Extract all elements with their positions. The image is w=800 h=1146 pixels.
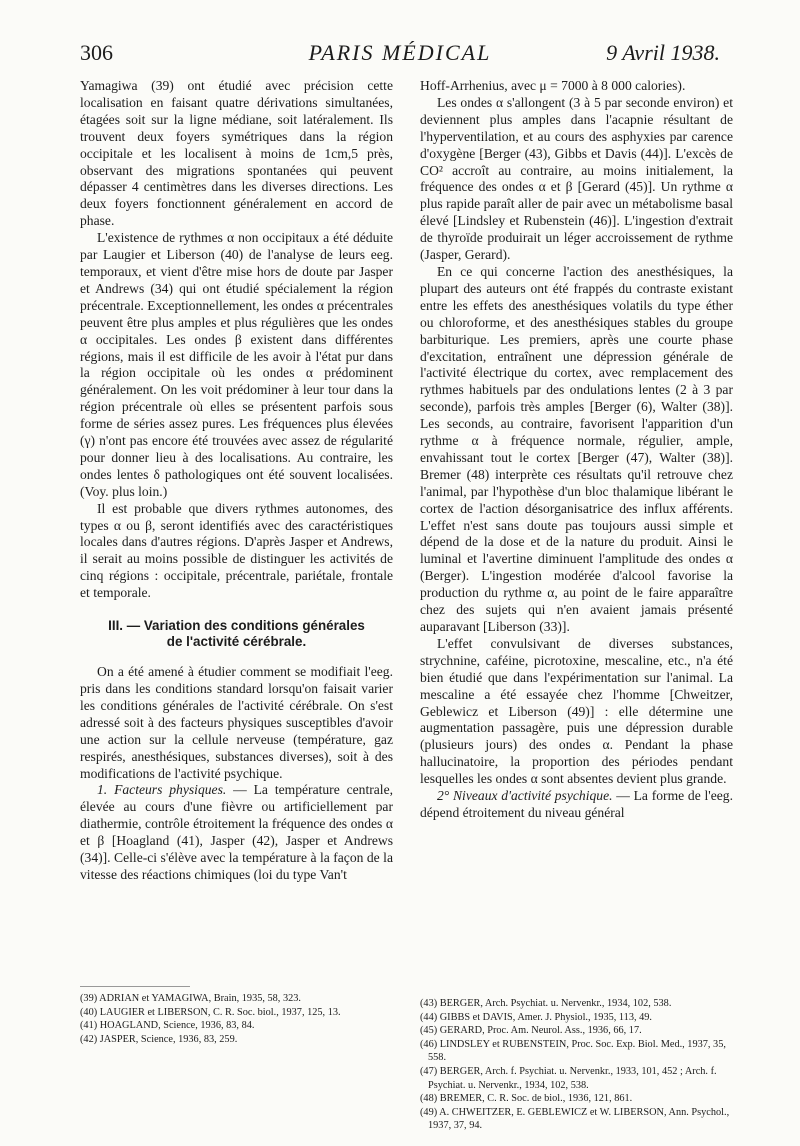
paragraph bbox=[420, 788, 733, 822]
paragraph: L'effet convulsivant de diverses substances, strychnine, caféine, picrotoxine, mescaline, etc., n'a été bien étudié que dans l'expérimentation sur l'animal. La mescaline a été essayée chez l'homme [Chweitzer, Geblewicz et Liberson (49)] : elle détermine une augmentation passagère, puis une dépression durable (plusieurs jours) des ondes α. Pendant la phase hallucinatoire, la proportion des périodes pendant lesquelles les ondes α sont absentes devient plus grande. bbox=[420, 635, 733, 787]
footnote: (46) LINDSLEY et RUBENSTEIN, Proc. Soc. Exp. Biol. Med., 1937, 35, 558. bbox=[420, 1038, 726, 1064]
paragraph: On a été amené à étudier comment se modifiait l'eeg. pris dans les conditions standard lorsqu'on faisait varier les conditions générales de l'activité cérébrale. On s'est adressé soit à des facteurs physiques susceptibles d'avoir une action sur la cellule nerveuse (température, gaz respirés, anesthésiques, substances diverses), soit à des modifications de l'activité psychique. bbox=[80, 664, 393, 781]
footnote-rule bbox=[80, 986, 190, 987]
section-heading bbox=[80, 618, 393, 650]
footnote: (47) BERGER, Arch. f. Psychiat. u. Nervenkr., 1933, 101, 452 ; Arch. f. Psychiat. u. Nervenkr., 1934, 102, 538. bbox=[420, 1065, 717, 1091]
paragraph: Yamagiwa (39) ont étudié avec précision cette localisation en faisant quatre dérivations simultanées, étagées soit sur la ligne médiane, soit latéralement. Ils trouvent deux foyers symétriques dans la région occipitale et les localisent à moins de 1cm,5 près, observant des migrations spontanées qui peuvent dépasser 4 centimètres dans les diverses directions. Les deux foyers fonctionnent généralement en accord de phase. bbox=[80, 78, 393, 229]
page-number: 306 bbox=[80, 40, 113, 65]
paragraph-text: — La température centrale, élevée au cours d'une fièvre ou artificiellement par diathermie, contrôle étroitement la fréquence des ondes α et β [Hoagland (41), Jasper (42), Jasper et Andrews (34)]. Celle-ci s'élève avec la température à la façon de la vitesse des réactions chimiques (loi du type Van't bbox=[80, 782, 394, 882]
footnote: (48) BREMER, C. R. Soc. de biol., 1936, 121, 861. bbox=[420, 1093, 633, 1105]
paragraph bbox=[80, 782, 393, 883]
footnote: (40) LAUGIER et LIBERSON, C. R. Soc. biol., 1937, 125, 13. bbox=[80, 1006, 341, 1018]
running-header bbox=[80, 40, 720, 70]
issue-date: 9 Avril 1938. bbox=[606, 40, 720, 65]
footnote: (39) ADRIAN et YAMAGIWA, Brain, 1935, 58, 323. bbox=[80, 993, 301, 1004]
paragraph-text: — La forme de l'eeg. dépend étroitement du niveau général bbox=[420, 788, 734, 820]
footnote: (42) JASPER, Science, 1936, 83, 259. bbox=[80, 1033, 238, 1045]
subsection-lead: 2° Niveaux d'activité psychique. bbox=[437, 788, 613, 804]
footnotes-right bbox=[420, 997, 733, 1133]
footnote: (41) HOAGLAND, Science, 1936, 83, 84. bbox=[80, 1020, 255, 1032]
footnotes-left bbox=[80, 992, 393, 1046]
subsection-lead: 1. Facteurs physiques. bbox=[97, 782, 227, 798]
left-column bbox=[80, 78, 393, 884]
right-column bbox=[420, 78, 733, 822]
paragraph: Il est probable que divers rythmes autonomes, des types α ou β, seront identifiés avec des caractéristiques locales dans d'autres régions. D'après Jasper et Andrews, il serait au moins possible de distinguer les activités de cinq régions : occipitale, précentrale, pariétale, frontale et temporale. bbox=[80, 500, 393, 601]
footnote: (43) BERGER, Arch. Psychiat. u. Nervenkr., 1934, 102, 538. bbox=[420, 998, 672, 1009]
section-heading-line: III. — Variation des conditions générales bbox=[108, 618, 365, 634]
paragraph: Les ondes α s'allongent (3 à 5 par seconde environ) et deviennent plus amples dans l'acapnie résultant de l'hyperventilation, et au cours des asphyxies par carence d'oxygène [Berger (43), Gibbs et Davis (44)]. L'excès de CO² accroît au contraire, au moins initialement, la fréquence des ondes α et β [Gerard (45)]. Un rythme α plus rapide paraît aller de pair avec un métabolisme basal élevé [Lindsley et Rubenstein (46)]. L'ingestion d'extrait de thyroïde produirait un léger accroissement de rythme (Jasper, Gerard). bbox=[420, 94, 733, 263]
paragraph: L'existence de rythmes α non occipitaux a été déduite par Laugier et Liberson (40) de l'analyse de leurs eeg. temporaux, et vient d'être mise hors de doute par Jasper et Andrews (34) qui ont étudié spécialement la région précentrale. Exceptionnellement, les ondes α précentrales peuvent être plus amples et plus régulières que les ondes α occipitales. Les ondes β existent dans différentes régions, mais il est difficile de les avoir à l'état pur dans la région occipitale où les ondes α prédominent généralement. On les voit prédominer à leur tour dans la région précentrale où elles se présentent parfois sous forme de séries assez pures. Les fréquences plus élevées (γ) n'ont pas encore été trouvées avec assez de régularité pour donner lieu à des localisations. Au contraire, les ondes lentes δ pathologiques ont été souvent localisées. (Voy. plus loin.) bbox=[80, 230, 393, 499]
paragraph: En ce qui concerne l'action des anesthésiques, la plupart des auteurs ont été frappés du contraste existant entre les effets des anesthésiques volatils du type éther ou chloroforme, et des anesthésiques stables du groupe barbiturique. Les premiers, après une courte phase d'excitation, entraînent une dépression générale de l'activité électrique du cortex, avec remplacement des rythmes habituels par des ondulations lentes (2 à 3 par seconde), parfois très amples [Berger (6), Walter (38)]. Les seconds, au contraire, favorisent l'apparition d'un rythme α à fréquence normale, régulier, ample, envahissant tout le cortex [Berger (47), Walter (38)]. Bremer (48) interprète ces résultats qu'il retrouve chez l'animal, par l'hypothèse d'un bloc thalamique libérant le cortex de l'action désorganisatrice des influx afférents. L'effet n'est sans doute pas toujours aussi simple et dépend de la dose et de la nature du produit. Ainsi le luminal et l'avertine diminuent l'amplitude des ondes α (Berger). L'ingestion modérée d'alcool favorise la production du rythme α, au point de le faire apparaître chez des sujets qui n'en avaient jamais présenté auparavant [Liberson (33)]. bbox=[420, 263, 733, 634]
section-heading-line: de l'activité cérébrale. bbox=[166, 634, 307, 650]
footnote: (44) GIBBS et DAVIS, Amer. J. Physiol., 1935, 113, 49. bbox=[420, 1011, 652, 1023]
footnote: (45) GERARD, Proc. Am. Neurol. Ass., 1936, 66, 17. bbox=[420, 1025, 642, 1037]
journal-title: PARIS MÉDICAL bbox=[308, 40, 492, 65]
paragraph: Hoff-Arrhenius, avec μ = 7000 à 8 000 calories). bbox=[420, 78, 686, 93]
footnote: (49) A. CHWEITZER, E. GEBLEWICZ et W. LIBERSON, Ann. Psychol., 1937, 37, 94. bbox=[420, 1106, 730, 1132]
